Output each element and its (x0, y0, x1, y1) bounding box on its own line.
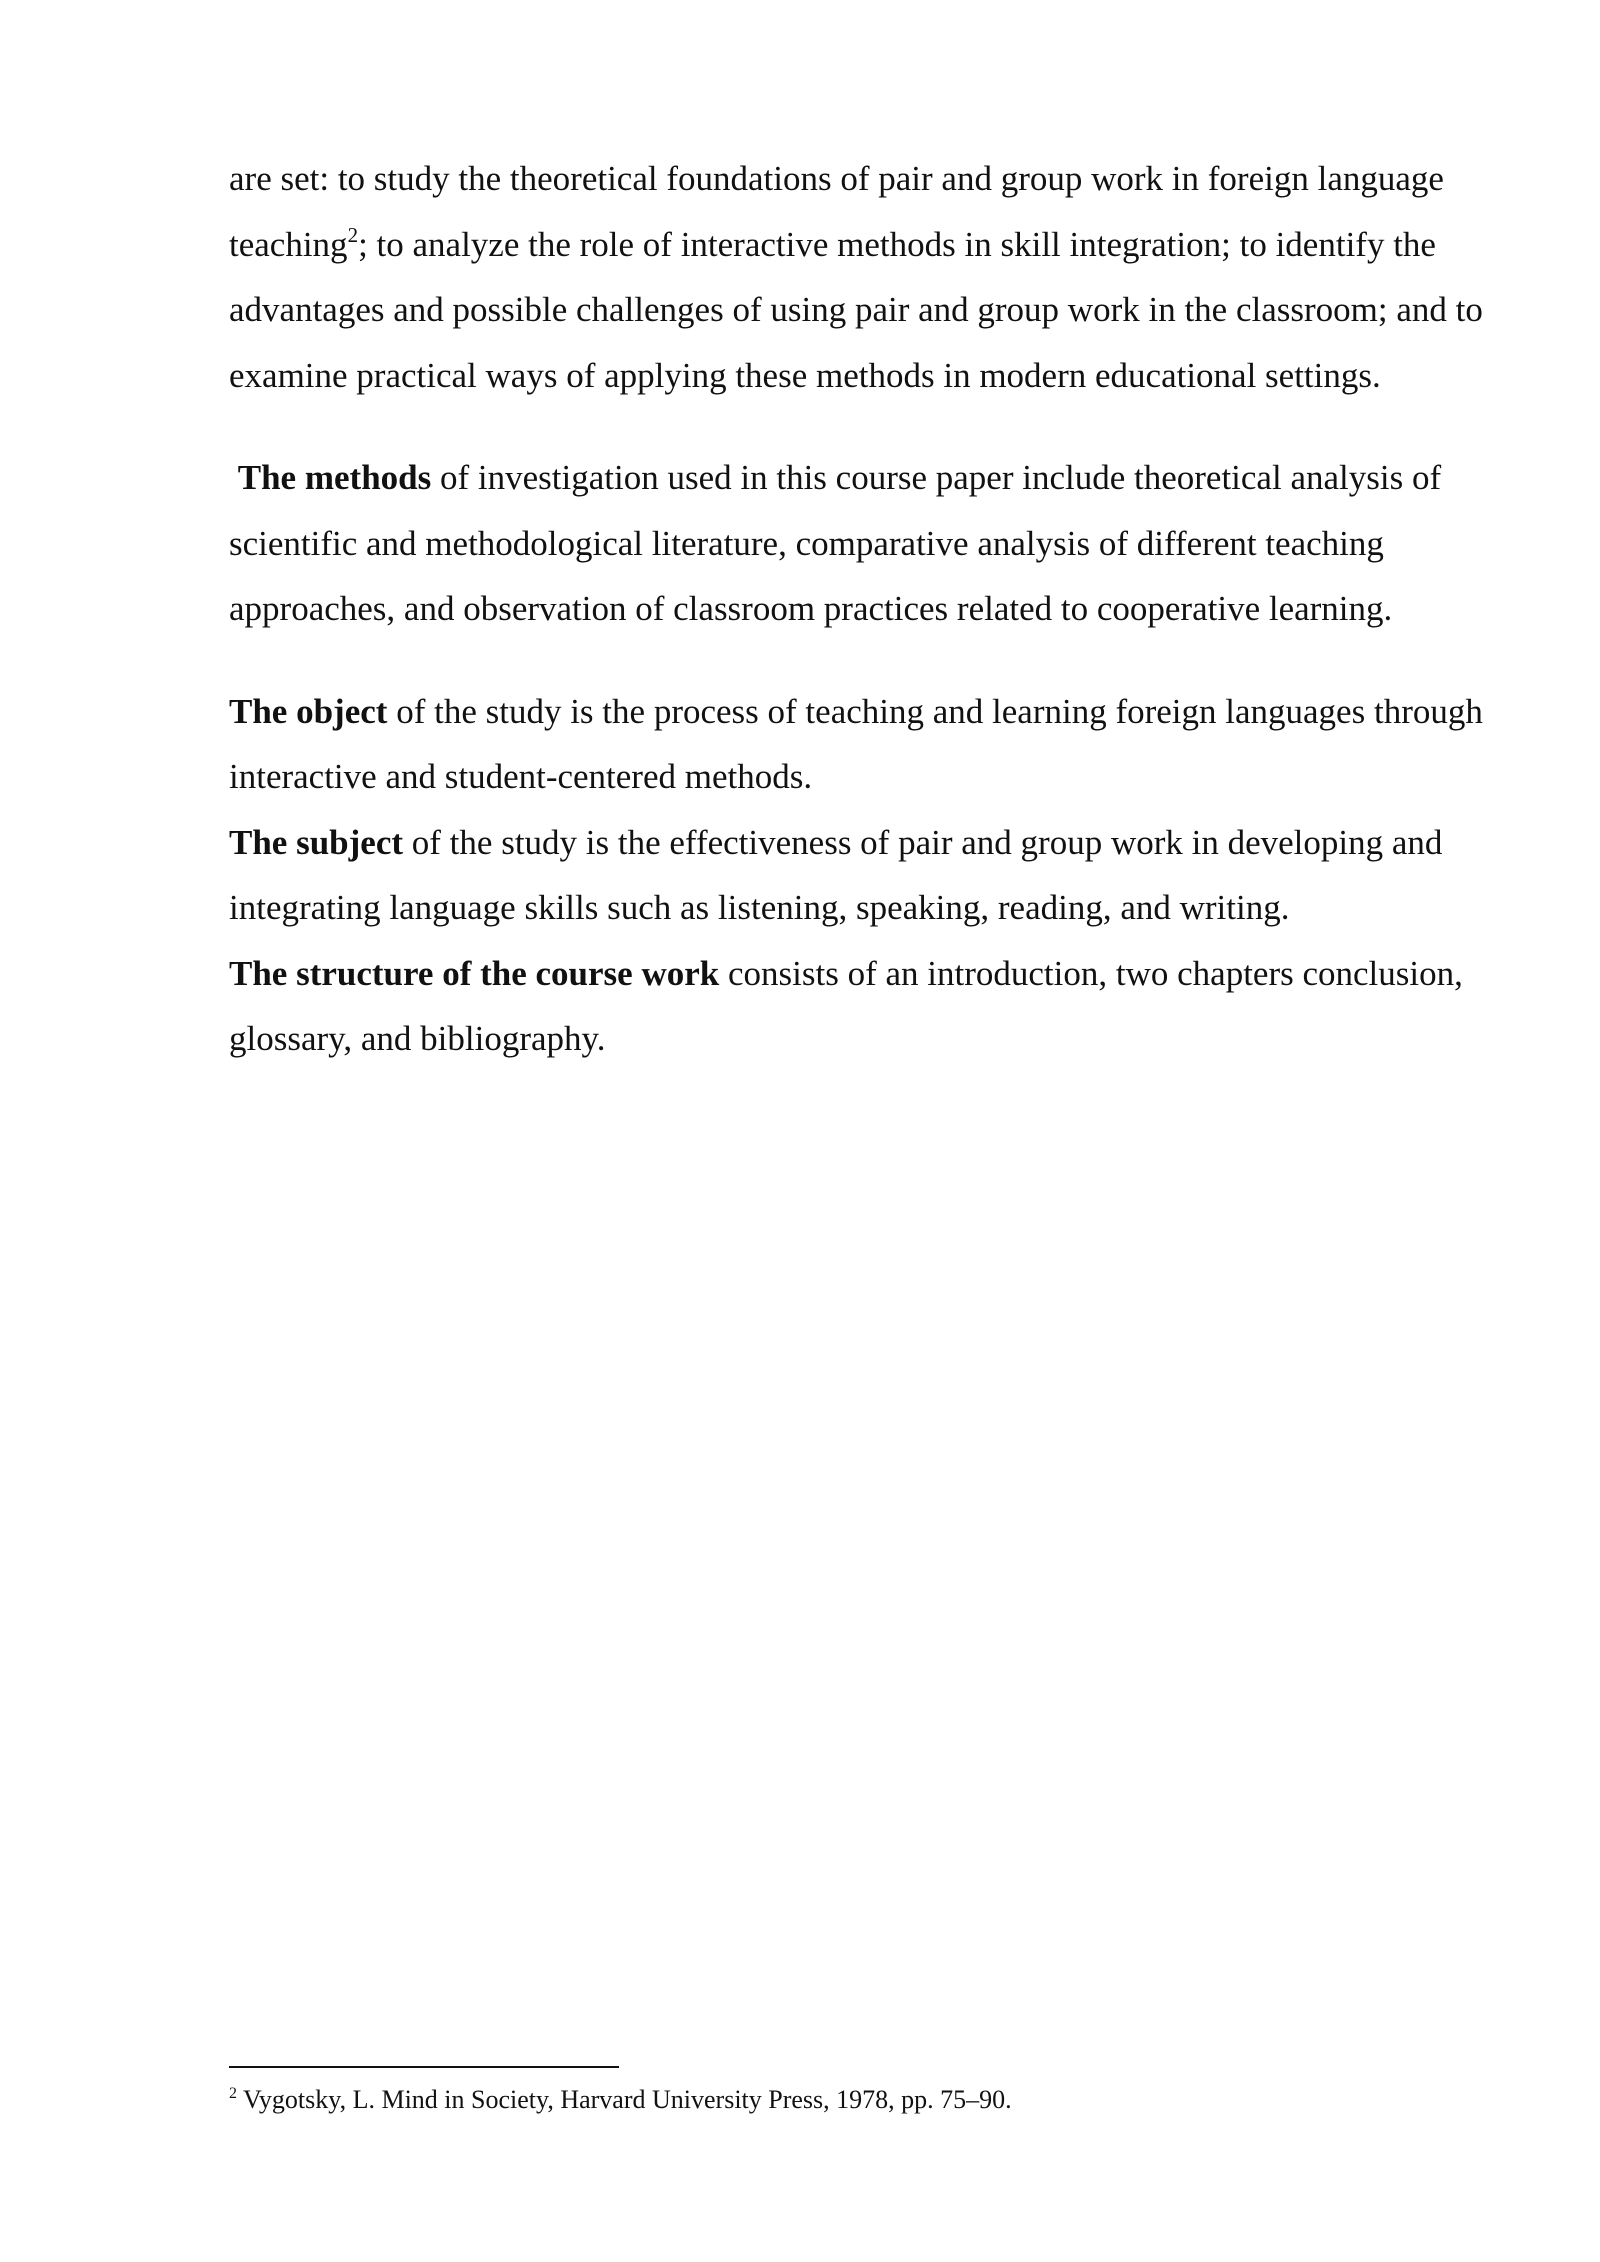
footnote (229, 2083, 1429, 2117)
structure-lead: The structure of the course work (229, 953, 720, 993)
paragraph-methods (229, 445, 1489, 642)
body-text (229, 146, 1489, 1072)
methods-text: of investigation used in this course paper include theoretical analysis of scientific and methodological literature, comparative analysis of different teaching approaches, and observation of classroom practices related to cooperative learning. (229, 458, 1442, 628)
footnote-reference[interactable]: 2 (347, 222, 359, 247)
footnote-text: Vygotsky, L. Mind in Society, Harvard University Press, 1978, pp. 75–90. (237, 2085, 1012, 2114)
object-text: of the study is the process of teaching and learning foreign languages through interactive and student-centered methods. (229, 691, 1483, 796)
tasks-text-before: are set: to study the theoretical foundations of pair and group work in foreign language teaching (229, 159, 1444, 264)
paragraph-tasks (229, 146, 1489, 408)
tasks-text-after: ; to analyze the role of interactive methods in skill integration; to identify the advantages and possible challenges of using pair and group work in the classroom; and to examine practical ways of applying these methods in modern educational settings. (229, 224, 1483, 395)
object-lead: The object (229, 691, 388, 731)
subject-lead: The subject (229, 822, 404, 862)
paragraph-spacing (229, 642, 1489, 679)
footnote-separator (229, 2066, 619, 2068)
footnote-marker: 2 (229, 2085, 237, 2102)
paragraph-spacing (229, 408, 1489, 445)
methods-lead: The methods (237, 458, 432, 497)
structure-text: consists of an introduction, two chapters conclusion, glossary, and bibliography. (229, 953, 1463, 1058)
subject-text: of the study is the effectiveness of pair and group work in developing and integrating language skills such as listening, speaking, reading, and writing. (229, 822, 1443, 927)
paragraph-structure (229, 941, 1489, 1072)
paragraph-object (229, 679, 1489, 810)
paragraph-subject (229, 810, 1489, 941)
